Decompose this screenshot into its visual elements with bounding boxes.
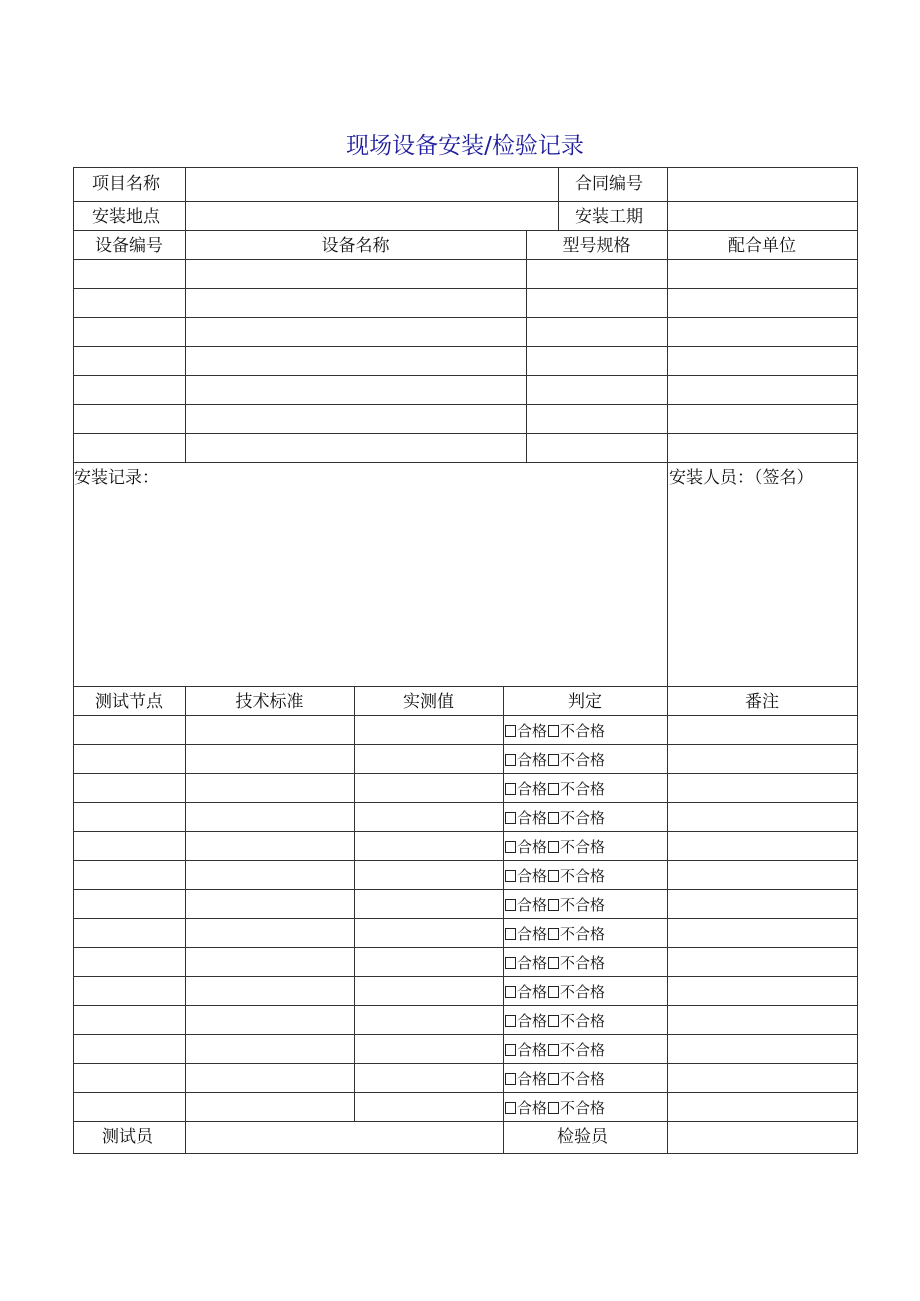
equipment-name-cell[interactable] bbox=[186, 289, 526, 316]
test-col-node: 测试节点 bbox=[95, 692, 163, 712]
test-col-measured: 实测值 bbox=[403, 692, 454, 712]
equipment-id-cell[interactable] bbox=[74, 318, 185, 345]
test-node-cell[interactable] bbox=[74, 774, 185, 801]
equipment-id-cell[interactable] bbox=[74, 289, 185, 316]
test-remarks-cell[interactable] bbox=[668, 716, 857, 743]
pass-checkbox[interactable] bbox=[505, 928, 516, 940]
fail-checkbox[interactable] bbox=[548, 1073, 559, 1085]
pass-checkbox[interactable] bbox=[505, 957, 516, 969]
grid-line bbox=[73, 686, 858, 687]
equipment-model-cell[interactable] bbox=[527, 434, 667, 461]
pass-checkbox[interactable] bbox=[505, 725, 516, 737]
fail-checkbox[interactable] bbox=[548, 1044, 559, 1056]
test-measured-cell[interactable] bbox=[355, 977, 503, 1004]
fail-checkbox[interactable] bbox=[548, 870, 559, 882]
test-remarks-cell[interactable] bbox=[668, 1093, 857, 1120]
test-remarks-cell[interactable] bbox=[668, 745, 857, 772]
fail-checkbox[interactable] bbox=[548, 1102, 559, 1114]
fail-checkbox[interactable] bbox=[548, 986, 559, 998]
fail-label: 不合格 bbox=[560, 1070, 606, 1088]
test-node-cell[interactable] bbox=[74, 1006, 185, 1033]
pass-label: 合格 bbox=[517, 983, 548, 1001]
test-standard-cell[interactable] bbox=[186, 977, 354, 1004]
test-node-cell[interactable] bbox=[74, 803, 185, 830]
grid-line bbox=[503, 1121, 504, 1154]
equipment-name-cell[interactable] bbox=[186, 318, 526, 345]
project-name-label: 项目名称 bbox=[92, 174, 160, 194]
test-measured-cell[interactable] bbox=[355, 890, 503, 917]
equipment-id-cell[interactable] bbox=[74, 347, 185, 374]
test-measured-cell[interactable] bbox=[355, 948, 503, 975]
pass-label: 合格 bbox=[517, 1012, 548, 1030]
test-standard-cell[interactable] bbox=[186, 716, 354, 743]
test-measured-cell[interactable] bbox=[355, 861, 503, 888]
fail-label: 不合格 bbox=[560, 896, 606, 914]
judgement-options bbox=[505, 898, 605, 913]
test-remarks-cell[interactable] bbox=[668, 803, 857, 830]
equipment-name-cell[interactable] bbox=[186, 347, 526, 374]
form-border bbox=[73, 167, 858, 168]
grid-line bbox=[558, 167, 559, 231]
test-measured-cell[interactable] bbox=[355, 1064, 503, 1091]
judgement-options bbox=[505, 956, 605, 971]
judgement-options bbox=[505, 1072, 605, 1087]
pass-checkbox[interactable] bbox=[505, 783, 516, 795]
pass-label: 合格 bbox=[517, 1041, 548, 1059]
test-node-cell[interactable] bbox=[74, 832, 185, 859]
installer-signature-label: 安装人员：（签名） bbox=[669, 468, 814, 488]
fail-label: 不合格 bbox=[560, 983, 606, 1001]
grid-line bbox=[185, 167, 186, 231]
test-standard-cell[interactable] bbox=[186, 948, 354, 975]
equipment-model-cell[interactable] bbox=[527, 260, 667, 287]
test-col-standard: 技术标准 bbox=[235, 692, 304, 712]
judgement-options bbox=[505, 753, 605, 768]
equipment-id-cell[interactable] bbox=[74, 376, 185, 403]
equipment-col-name: 设备名称 bbox=[321, 236, 390, 256]
test-node-cell[interactable] bbox=[74, 1064, 185, 1091]
equipment-col-model: 型号规格 bbox=[562, 236, 631, 256]
form-border bbox=[73, 1153, 858, 1154]
grid-line bbox=[73, 462, 858, 463]
pass-label: 合格 bbox=[517, 838, 548, 856]
test-standard-cell[interactable] bbox=[186, 861, 354, 888]
fail-label: 不合格 bbox=[560, 954, 606, 972]
fail-label: 不合格 bbox=[560, 751, 606, 769]
test-measured-cell[interactable] bbox=[355, 1093, 503, 1120]
judgement-options bbox=[505, 869, 605, 884]
fail-checkbox[interactable] bbox=[548, 783, 559, 795]
equipment-model-cell[interactable] bbox=[527, 318, 667, 345]
grid-line bbox=[185, 1121, 186, 1154]
grid-line bbox=[503, 686, 504, 1122]
equipment-name-cell[interactable] bbox=[186, 405, 526, 432]
installer-signature-field[interactable] bbox=[669, 492, 856, 684]
test-remarks-cell[interactable] bbox=[668, 919, 857, 946]
test-node-cell[interactable] bbox=[74, 948, 185, 975]
test-node-cell[interactable] bbox=[74, 861, 185, 888]
test-standard-cell[interactable] bbox=[186, 1006, 354, 1033]
tester-label: 测试员 bbox=[102, 1127, 153, 1147]
fail-checkbox[interactable] bbox=[548, 725, 559, 737]
fail-label: 不合格 bbox=[560, 722, 606, 740]
fail-label: 不合格 bbox=[560, 780, 606, 798]
fail-label: 不合格 bbox=[560, 1041, 606, 1059]
test-standard-cell[interactable] bbox=[186, 832, 354, 859]
equipment-unit-cell[interactable] bbox=[668, 318, 857, 345]
test-remarks-cell[interactable] bbox=[668, 1035, 857, 1062]
test-node-cell[interactable] bbox=[74, 890, 185, 917]
test-node-cell[interactable] bbox=[74, 977, 185, 1004]
equipment-model-cell[interactable] bbox=[527, 405, 667, 432]
test-remarks-cell[interactable] bbox=[668, 861, 857, 888]
contract-no-field[interactable] bbox=[669, 168, 856, 200]
pass-label: 合格 bbox=[517, 954, 548, 972]
grid-line bbox=[667, 462, 668, 687]
fail-label: 不合格 bbox=[560, 1012, 606, 1030]
test-measured-cell[interactable] bbox=[355, 803, 503, 830]
pass-checkbox[interactable] bbox=[505, 1102, 516, 1114]
grid-line bbox=[667, 1121, 668, 1154]
install-period-field[interactable] bbox=[669, 202, 856, 230]
tester-field[interactable] bbox=[186, 1122, 502, 1152]
test-remarks-cell[interactable] bbox=[668, 1006, 857, 1033]
test-col-judgement: 判定 bbox=[568, 692, 602, 712]
inspector-label: 检验员 bbox=[557, 1127, 608, 1147]
test-standard-cell[interactable] bbox=[186, 745, 354, 772]
test-remarks-cell[interactable] bbox=[668, 1064, 857, 1091]
test-remarks-cell[interactable] bbox=[668, 890, 857, 917]
equipment-id-cell[interactable] bbox=[74, 405, 185, 432]
test-col-remarks: 番注 bbox=[745, 692, 779, 712]
equipment-unit-cell[interactable] bbox=[668, 260, 857, 287]
judgement-options bbox=[505, 1014, 605, 1029]
test-node-cell[interactable] bbox=[74, 919, 185, 946]
pass-label: 合格 bbox=[517, 751, 548, 769]
pass-label: 合格 bbox=[517, 780, 548, 798]
fail-label: 不合格 bbox=[560, 838, 606, 856]
test-standard-cell[interactable] bbox=[186, 803, 354, 830]
contract-no-label: 合同编号 bbox=[575, 174, 643, 194]
pass-checkbox[interactable] bbox=[505, 870, 516, 882]
pass-checkbox[interactable] bbox=[505, 1015, 516, 1027]
judgement-options bbox=[505, 927, 605, 942]
install-period-label: 安装工期 bbox=[575, 207, 643, 227]
fail-label: 不合格 bbox=[560, 867, 606, 885]
equipment-unit-cell[interactable] bbox=[668, 289, 857, 316]
equipment-name-cell[interactable] bbox=[186, 434, 526, 461]
test-standard-cell[interactable] bbox=[186, 919, 354, 946]
test-measured-cell[interactable] bbox=[355, 774, 503, 801]
test-measured-cell[interactable] bbox=[355, 919, 503, 946]
project-name-field[interactable] bbox=[186, 168, 558, 200]
pass-checkbox[interactable] bbox=[505, 754, 516, 766]
fail-label: 不合格 bbox=[560, 809, 606, 827]
fail-checkbox[interactable] bbox=[548, 812, 559, 824]
test-node-cell[interactable] bbox=[74, 716, 185, 743]
equipment-name-cell[interactable] bbox=[186, 376, 526, 403]
pass-checkbox[interactable] bbox=[505, 986, 516, 998]
judgement-options bbox=[505, 811, 605, 826]
grid-line bbox=[73, 230, 858, 231]
equipment-model-cell[interactable] bbox=[527, 289, 667, 316]
equipment-unit-cell[interactable] bbox=[668, 347, 857, 374]
judgement-options bbox=[505, 724, 605, 739]
test-remarks-cell[interactable] bbox=[668, 977, 857, 1004]
pass-checkbox[interactable] bbox=[505, 1044, 516, 1056]
equipment-unit-cell[interactable] bbox=[668, 405, 857, 432]
judgement-options bbox=[505, 1101, 605, 1116]
test-remarks-cell[interactable] bbox=[668, 774, 857, 801]
fail-checkbox[interactable] bbox=[548, 1015, 559, 1027]
equipment-unit-cell[interactable] bbox=[668, 434, 857, 461]
test-standard-cell[interactable] bbox=[186, 1035, 354, 1062]
install-location-field[interactable] bbox=[186, 202, 558, 230]
equipment-col-id: 设备编号 bbox=[95, 236, 163, 256]
fail-checkbox[interactable] bbox=[548, 899, 559, 911]
test-measured-cell[interactable] bbox=[355, 1035, 503, 1062]
inspector-field[interactable] bbox=[669, 1122, 856, 1152]
judgement-options bbox=[505, 840, 605, 855]
fail-checkbox[interactable] bbox=[548, 841, 559, 853]
equipment-unit-cell[interactable] bbox=[668, 376, 857, 403]
pass-checkbox[interactable] bbox=[505, 812, 516, 824]
pass-checkbox[interactable] bbox=[505, 899, 516, 911]
test-node-cell[interactable] bbox=[74, 1035, 185, 1062]
pass-label: 合格 bbox=[517, 867, 548, 885]
test-node-cell[interactable] bbox=[74, 1093, 185, 1120]
grid-line bbox=[667, 167, 668, 231]
pass-label: 合格 bbox=[517, 1070, 548, 1088]
test-measured-cell[interactable] bbox=[355, 832, 503, 859]
pass-checkbox[interactable] bbox=[505, 1073, 516, 1085]
test-standard-cell[interactable] bbox=[186, 890, 354, 917]
test-measured-cell[interactable] bbox=[355, 745, 503, 772]
pass-label: 合格 bbox=[517, 809, 548, 827]
equipment-model-cell[interactable] bbox=[527, 347, 667, 374]
pass-label: 合格 bbox=[517, 722, 548, 740]
grid-line bbox=[73, 201, 858, 202]
test-standard-cell[interactable] bbox=[186, 1093, 354, 1120]
install-record-label: 安装记录： bbox=[74, 468, 159, 488]
pass-checkbox[interactable] bbox=[505, 841, 516, 853]
test-node-cell[interactable] bbox=[74, 745, 185, 772]
pass-label: 合格 bbox=[517, 925, 548, 943]
install-record-field[interactable] bbox=[74, 492, 666, 684]
page-title: 现场设备安装/检验记录 bbox=[346, 133, 584, 159]
pass-label: 合格 bbox=[517, 1099, 548, 1117]
pass-label: 合格 bbox=[517, 896, 548, 914]
test-remarks-cell[interactable] bbox=[668, 832, 857, 859]
test-standard-cell[interactable] bbox=[186, 1064, 354, 1091]
test-standard-cell[interactable] bbox=[186, 774, 354, 801]
test-measured-cell[interactable] bbox=[355, 1006, 503, 1033]
fail-checkbox[interactable] bbox=[548, 928, 559, 940]
equipment-col-unit: 配合单位 bbox=[728, 236, 796, 256]
equipment-name-cell[interactable] bbox=[186, 260, 526, 287]
judgement-options bbox=[505, 782, 605, 797]
inspection-form bbox=[73, 167, 857, 1153]
equipment-model-cell[interactable] bbox=[527, 376, 667, 403]
judgement-options bbox=[505, 1043, 605, 1058]
fail-label: 不合格 bbox=[560, 1099, 606, 1117]
test-measured-cell[interactable] bbox=[355, 716, 503, 743]
equipment-id-cell[interactable] bbox=[74, 260, 185, 287]
judgement-options bbox=[505, 985, 605, 1000]
install-location-label: 安装地点 bbox=[92, 207, 160, 227]
test-remarks-cell[interactable] bbox=[668, 948, 857, 975]
grid-line bbox=[73, 1121, 858, 1122]
fail-checkbox[interactable] bbox=[548, 957, 559, 969]
equipment-id-cell[interactable] bbox=[74, 434, 185, 461]
fail-label: 不合格 bbox=[560, 925, 606, 943]
fail-checkbox[interactable] bbox=[548, 754, 559, 766]
